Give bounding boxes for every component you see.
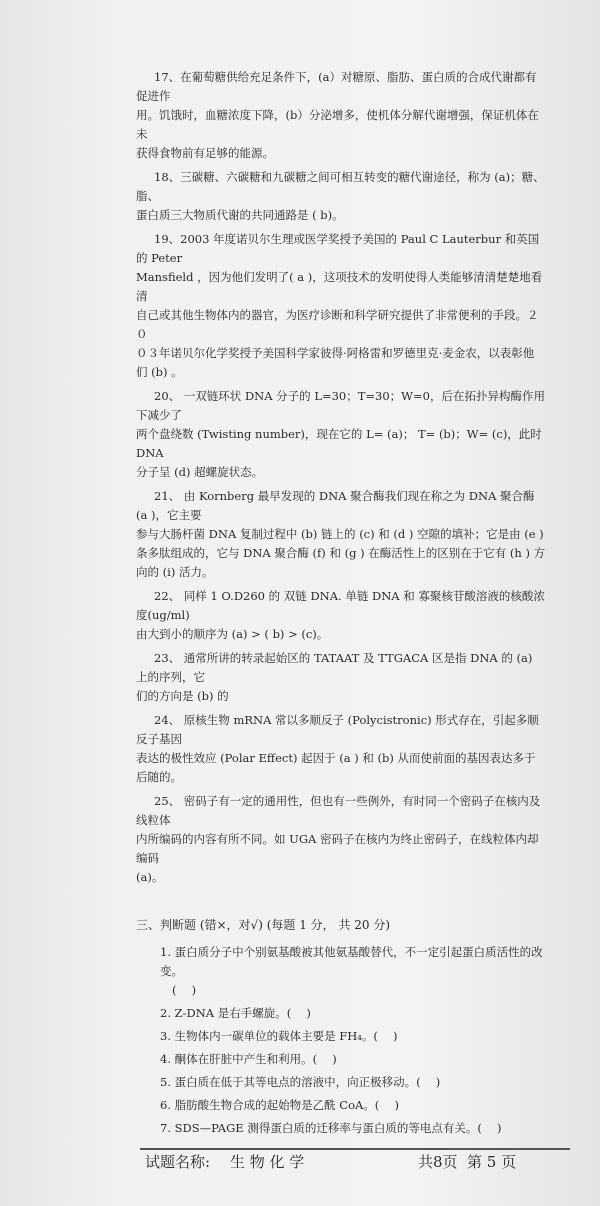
judge-item: 3. 生物体内一碳单位的载体主要是 FH₄。( ) [160,1029,398,1043]
question-line: 们 (b) 。 [136,365,183,379]
question [136,587,546,644]
judge-item: 1. 蛋白质分子中个别氨基酸被其他氨基酸替代，不一定引起蛋白质活性的改变。 [160,945,543,978]
question-line: 向的 (i) 活力。 [136,565,214,579]
question-line: 用。饥饿时，血糖浓度下降，(b）分泌增多，使机体分解代谢增强，保证机体在未 [136,108,539,141]
judge-item: 7. SDS—PAGE 测得蛋白质的迁移率与蛋白质的等电点有关。( ) [160,1121,502,1135]
question [136,230,546,382]
question [136,711,546,787]
question [136,649,546,706]
question-line: 自己或其他生物体内的器官，为医疗诊断和科学研究提供了非常便利的手段。２０ [136,308,539,341]
question-line: 23、 通常所讲的转录起始区的 TATAAT 及 TTGACA 区是指 DNA 的 (a) 上的序列，它 [136,651,533,684]
answer-blank: ( ) [172,983,197,997]
judge-item: 6. 脂肪酸生物合成的起始物是乙酰 CoA。( ) [160,1098,399,1112]
question-line: ０３年诺贝尔化学奖授予美国科学家彼得·阿格雷和罗德里克·麦金农，以表彰他 [136,346,535,360]
question-line: 表达的极性效应 (Polar Effect) 起因于 (a ) 和 (b) 从而使前面的基因表达多于 [136,751,536,765]
question-line: 24、 原核生物 mRNA 常以多顺反子 (Polycistronic) 形式存在，引起多顺反子基因 [136,713,539,746]
judge-item: 5. 蛋白质在低于其等电点的溶液中，向正极移动。( ) [160,1075,441,1089]
judge-items [136,943,546,1138]
question-line: 18、三碳糖、六碳糖和九碳糖之间可相互转变的糖代谢途径，称为 (a)；糖、脂、 [136,170,545,203]
question [136,792,546,887]
question-line: 25、 密码子有一定的通用性，但也有一些例外，有时同一个密码子在核内及线粒体 [136,794,541,827]
judge-item: 4. 酮体在肝脏中产生和利用。( ) [160,1052,337,1066]
question-line: 两个盘绕数 (Twisting number)，现在它的 L= (a)； T= (b)；W= (c)，此时DNA [136,427,542,460]
footer-page-number: 第 5 页 [467,1153,517,1171]
question-line: 由大到小的顺序为 (a) > ( b) > (c)。 [136,627,329,641]
footer-label: 试题名称: [145,1153,211,1171]
question-line: 们的方向是 (b) 的 [136,689,229,703]
question-line: 21、 由 Kornberg 最早发现的 DNA 聚合酶我们现在称之为 DNA 聚合酶 (a )，它主要 [136,489,535,522]
question [136,68,546,163]
judge-section [136,915,546,1138]
fill-in-questions [136,68,546,887]
question [136,487,546,582]
question-line: 内所编码的内容有所不同。如 UGA 密码子在核内为终止密码子，在线粒体内却编码 [136,832,539,865]
footer [145,1152,600,1176]
question-line: 条多肽组成的，它与 DNA 聚合酶 (f) 和 (g ) 在酶活性上的区别在于它有 (h ) 方 [136,546,546,560]
question [136,168,546,225]
question-line: 17、在葡萄糖供给充足条件下，(a）对糖原、脂肪、蛋白质的合成代谢都有促进作 [136,70,537,103]
question-line: 分子呈 (d) 超螺旋状态。 [136,465,264,479]
question-line: 后随的。 [136,770,182,784]
section-heading: 三、判断题 (错×，对√) (每题 1 分， 共 20 分) [136,918,391,932]
question-line: 20、 一双链环状 DNA 分子的 L=30；T=30；W=0，后在拓扑异构酶作用下减少了 [136,389,545,422]
footer-divider [140,1148,570,1150]
judge-item: 2. Z-DNA 是右手螺旋。( ) [160,1006,311,1020]
question-line: 19、2003 年度诺贝尔生理或医学奖授予美国的 Paul C Lauterbur 和英国的 Peter [136,232,540,265]
footer-total-pages: 共8页 [418,1153,458,1171]
question-line: 22、 同样 1 O.D260 的 双链 DNA. 单链 DNA 和 寡聚核苷酸溶液的核酸浓度(ug/ml) [136,589,545,622]
question-line: 获得食物前有足够的能源。 [136,146,274,160]
question-line: 蛋白质三大物质代谢的共同通路是 ( b)。 [136,208,344,222]
question [136,387,546,482]
footer-subject: 生 物 化 学 [230,1153,305,1171]
question-line: (a)。 [136,870,164,884]
question-line: Mansfield ，因为他们发明了( a )，这项技术的发明使得人类能够清清楚楚地看清 [136,270,543,303]
question-line: 参与大肠杆菌 DNA 复制过程中 (b) 链上的 (c) 和 (d ) 空隙的填补；它是由 (e ) [136,527,544,541]
